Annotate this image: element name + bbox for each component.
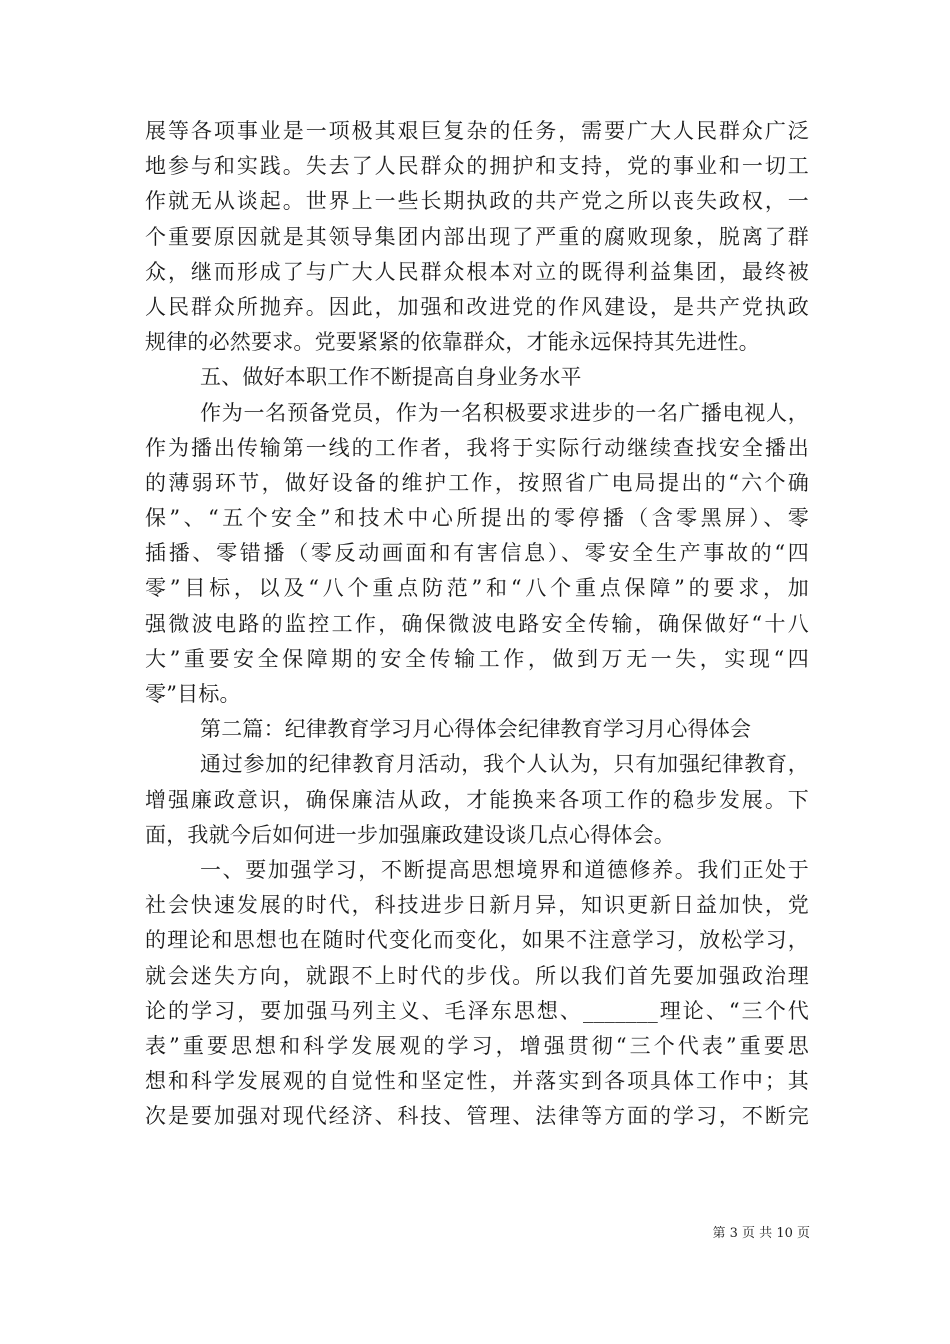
text-line: 个重要原因就是其领导集团内部出现了严重的腐败现象，脱离了群 xyxy=(145,224,809,249)
text-line: 的理论和思想也在随时代变化而变化，如果不注意学习，放松学习， xyxy=(145,928,809,953)
text-line: 众，继而形成了与广大人民群众根本对立的既得利益集团，最终被 xyxy=(145,259,809,284)
text-line: 地参与和实践。失去了人民群众的拥护和支持，党的事业和一切工 xyxy=(145,154,809,179)
document-body xyxy=(145,114,809,1134)
text-line: 增强廉政意识，确保廉洁从政，才能换来各项工作的稳步发展。下 xyxy=(145,787,809,812)
text-line: 表”重要思想和科学发展观的学习，增强贯彻“三个代表”重要思 xyxy=(145,1033,809,1058)
text-line: 零”目标，以及“八个重点防范”和“八个重点保障”的要求，加 xyxy=(145,576,809,601)
chapter-heading: 第二篇：纪律教育学习月心得体会纪律教育学习月心得体会 xyxy=(200,717,752,742)
text-line: 作为播出传输第一线的工作者，我将于实际行动继续查找安全播出 xyxy=(145,435,809,460)
text-line: 论的学习，要加强马列主义、毛泽东思想、_______理论、“三个代 xyxy=(145,998,809,1023)
text-line: 就会迷失方向，就跟不上时代的步伐。所以我们首先要加强政治理 xyxy=(145,963,809,988)
text-line: 规律的必然要求。党要紧紧的依靠群众，才能永远保持其先进性。 xyxy=(145,330,760,355)
text-line: 强微波电路的监控工作，确保微波电路安全传输，确保做好“十八 xyxy=(145,611,809,636)
page-number: 第 3 页 共 10 页 xyxy=(712,1226,810,1241)
text-line: 次是要加强对现代经济、科技、管理、法律等方面的学习，不断完 xyxy=(145,1104,809,1129)
text-line: 零”目标。 xyxy=(145,682,241,706)
text-line: 作就无从谈起。世界上一些长期执政的共产党之所以丧失政权，一 xyxy=(145,189,809,214)
section-heading: 五、做好本职工作不断提高自身业务水平 xyxy=(200,365,582,390)
text-line: 插播、零错播（零反动画面和有害信息）、零安全生产事故的“四 xyxy=(145,541,809,566)
text-line: 想和科学发展观的自觉性和坚定性，并落实到各项具体工作中；其 xyxy=(145,1069,809,1094)
text-line: 展等各项事业是一项极其艰巨复杂的任务，需要广大人民群众广泛 xyxy=(145,119,809,143)
text-line: 的薄弱环节，做好设备的维护工作，按照省广电局提出的“六个确 xyxy=(145,470,809,495)
text-line: 作为一名预备党员，作为一名积极要求进步的一名广播电视人， xyxy=(200,400,809,425)
text-line: 保”、“五个安全”和技术中心所提出的零停播（含零黑屏）、零 xyxy=(145,506,809,531)
text-line: 社会快速发展的时代，科技进步日新月异，知识更新日益加快，党 xyxy=(145,893,809,918)
text-line: 通过参加的纪律教育月活动，我个人认为，只有加强纪律教育， xyxy=(200,752,809,777)
text-line: 人民群众所抛弃。因此，加强和改进党的作风建设，是共产党执政 xyxy=(145,294,809,319)
text-line: 一、要加强学习，不断提高思想境界和道德修养。我们正处于 xyxy=(200,857,809,882)
text-line: 面，我就今后如何进一步加强廉政建设谈几点心得体会。 xyxy=(145,822,675,847)
text-line: 大”重要安全保障期的安全传输工作，做到万无一失，实现“四 xyxy=(145,646,809,671)
